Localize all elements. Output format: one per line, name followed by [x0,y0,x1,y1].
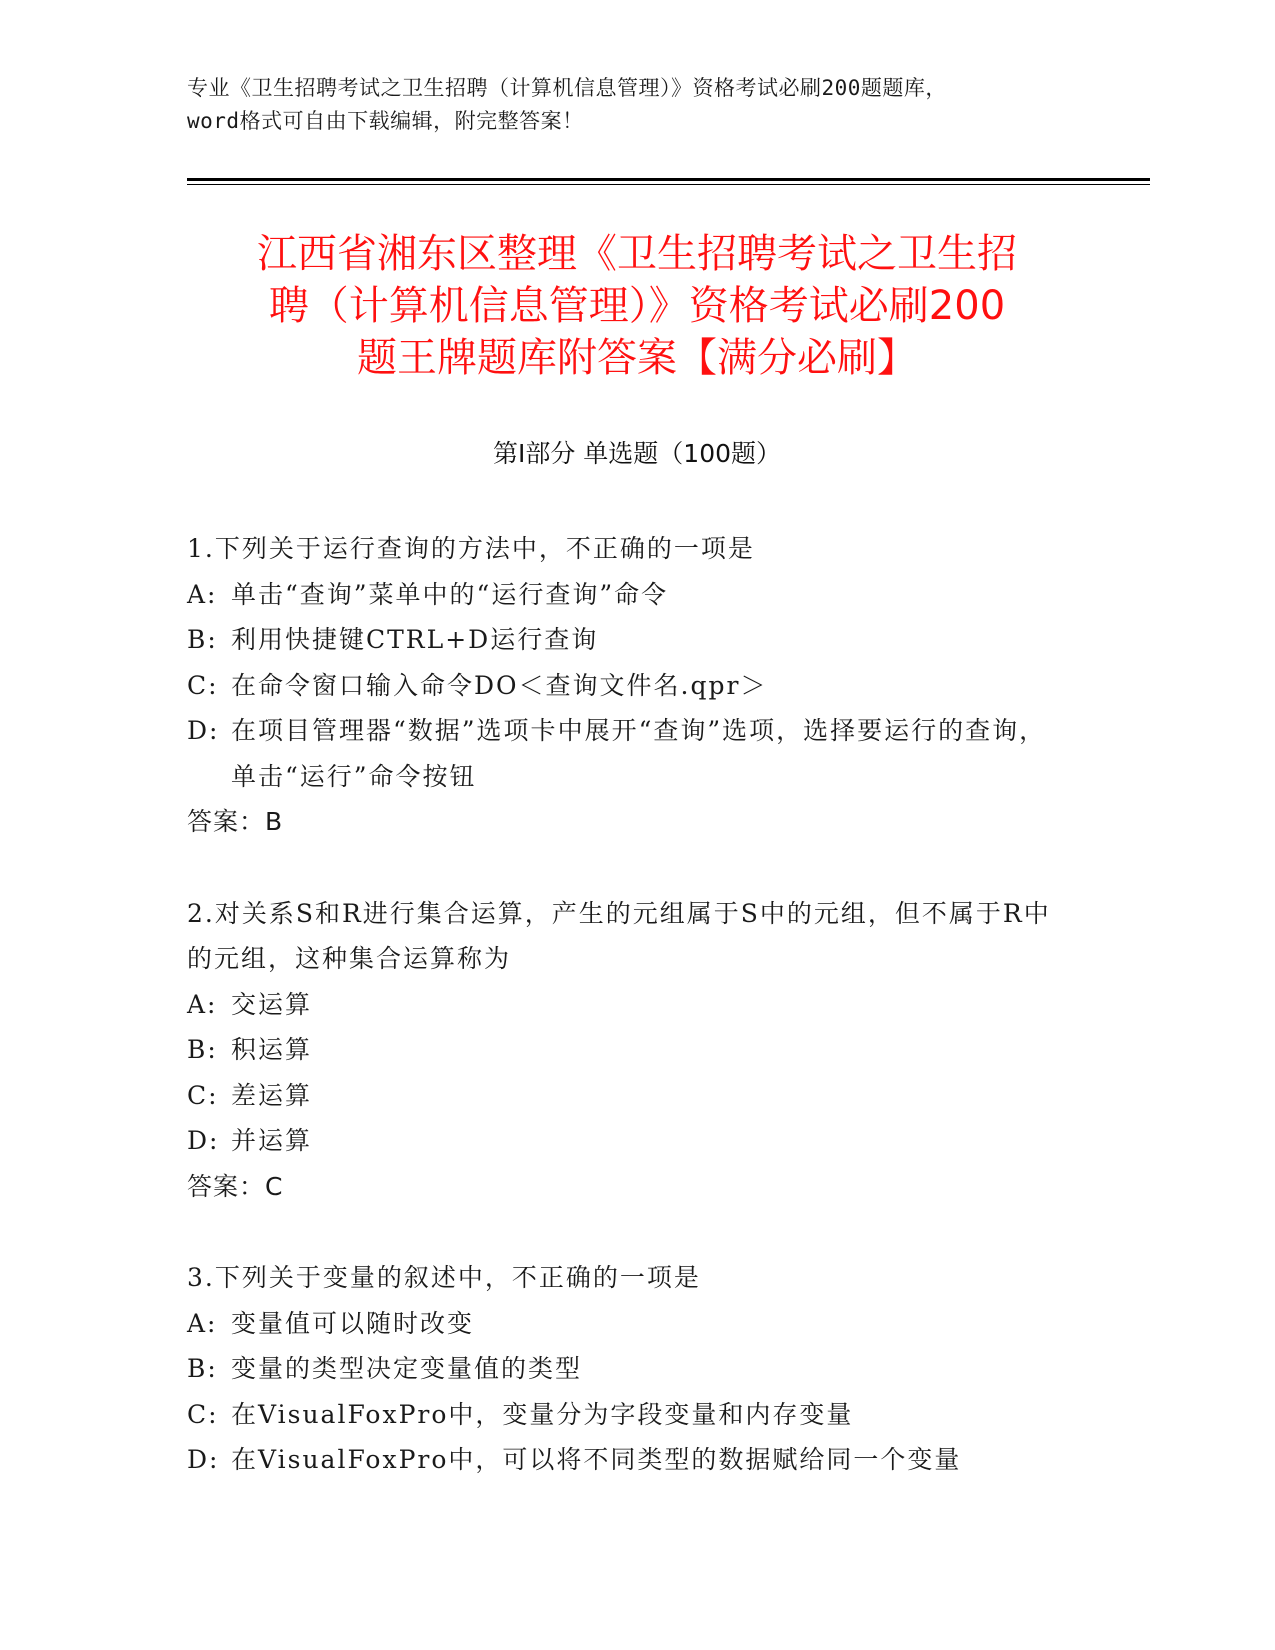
answer-line: 答案：B [187,807,284,836]
option-text: 在VisualFoxPro中，可以将不同类型的数据赋给同一个变量 [231,1445,962,1474]
option-text: 在VisualFoxPro中，变量分为字段变量和内存变量 [231,1399,854,1429]
option-c [187,1392,1067,1438]
option-d [187,1118,1067,1164]
option-letter: D: [187,1126,220,1155]
header-note [187,72,1087,138]
question-stem: 2.对关系S和R进行集合运算，产生的元组属于S中的元组，但不属于R中的元组，这种集合运算称为 [187,898,1051,973]
option-text: 变量的类型决定变量值的类型 [231,1354,583,1383]
option-letter: D: [187,1445,220,1474]
header-divider-thick [187,178,1150,181]
document-title-line-1: 江西省湘东区整理《卫生招聘考试之卫生招 [257,231,1017,277]
option-c [187,1073,1067,1119]
option-text: 差运算 [231,1080,313,1110]
question-stem: 3.下列关于变量的叙述中，不正确的一项是 [187,1263,701,1292]
section-heading: 第Ⅰ部分 单选题（100题） [492,439,782,468]
option-letter: C: [187,1399,219,1429]
option-c [187,663,1067,709]
document-title-line-3: 题王牌题库附答案【满分必刷】 [357,335,917,381]
question-list [187,526,1067,1529]
option-d [187,1437,1067,1483]
option-text: 并运算 [231,1126,313,1155]
option-letter: A: [187,579,218,609]
question-stem: 1.下列关于运行查询的方法中，不正确的一项是 [187,534,755,563]
document-title [187,228,1087,384]
header-note-line-2: word格式可自由下载编辑，附完整答案！ [187,109,584,133]
option-text: 单击“查询”菜单中的“运行查询”命令 [231,579,669,609]
answer-line: 答案：C [187,1171,284,1201]
header-note-line-1: 专业《卫生招聘考试之卫生招聘（计算机信息管理）》资格考试必刷200题题库， [187,76,947,100]
option-text: 交运算 [231,989,313,1019]
question-1 [187,526,1067,845]
document-title-line-2: 聘（计算机信息管理）》资格考试必刷200 [268,283,1006,329]
option-letter: C: [187,1080,219,1110]
option-letter: B: [187,625,218,654]
option-letter: A: [187,989,218,1019]
option-d [187,708,1067,799]
option-text: 利用快捷键CTRL+D运行查询 [231,625,599,654]
header-divider-thin [187,184,1150,185]
option-b [187,617,1067,663]
option-letter: A: [187,1308,218,1338]
option-text: 变量值可以随时改变 [231,1308,475,1338]
option-b [187,1027,1067,1073]
option-letter: B: [187,1354,218,1383]
option-a [187,1301,1067,1347]
option-text: 在命令窗口输入命令DO＜查询文件名.qpr＞ [231,670,768,700]
question-2 [187,891,1067,1210]
option-letter: B: [187,1035,218,1064]
option-text: 在项目管理器“数据”选项卡中展开“查询”选项，选择要运行的查询，单击“运行”命令按钮 [231,716,1047,791]
option-a [187,982,1067,1028]
option-a [187,572,1067,618]
option-letter: D: [187,716,220,745]
option-text: 积运算 [231,1035,313,1064]
question-3 [187,1255,1067,1483]
option-letter: C: [187,670,219,700]
option-b [187,1346,1067,1392]
